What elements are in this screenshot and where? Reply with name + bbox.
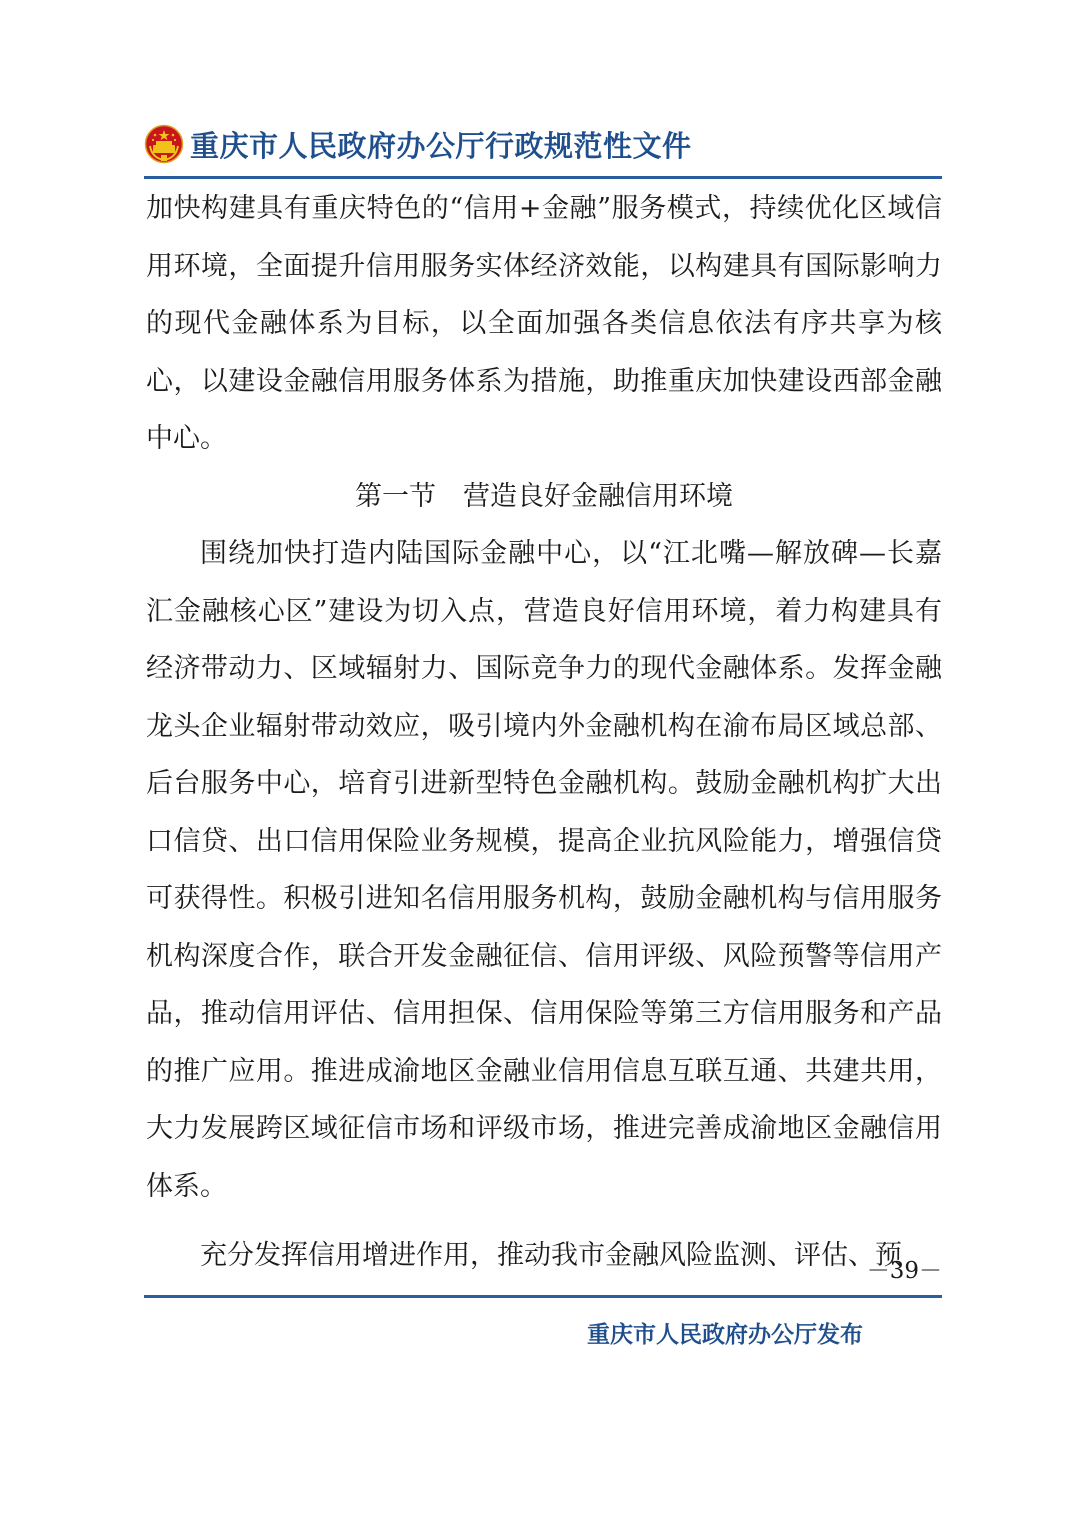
national-emblem-icon (144, 124, 184, 164)
header-title: 重庆市人民政府办公厅行政规范性文件 (190, 128, 692, 163)
paragraph-3: 充分发挥信用增进作用，推动我市金融风险监测、评估、预 (200, 1240, 902, 1271)
document-body (146, 180, 942, 1285)
footer-publisher: 重庆市人民政府办公厅发布 (587, 1322, 863, 1348)
header-divider (144, 176, 942, 179)
page-number: －39－ (866, 1258, 942, 1284)
section-heading: 第一节 营造良好金融信用环境 (355, 480, 733, 512)
paragraph-2: 围绕加快打造内陆国际金融中心，以“江北嘴—解放碑—长嘉汇金融核心区”建设为切入点，营造良好信用环境，着力构建具有经济带动力、区域辐射力、国际竞争力的现代金融体系。发挥金融龙头企业辐射带动效应，吸引境内外金融机构在渝布局区域总部、后台服务中心，培育引进新型特色金融机构。鼓励金融机构扩大出口信贷、出口信用保险业务规模，提高企业抗风险能力，增强信贷可获得性。积极引进知名信用服务机构，鼓励金融机构与信用服务机构深度合作，联合开发金融征信、信用评级、风险预警等信用产品，推动信用评估、信用担保、信用保险等第三方信用服务和产品的推广应用。推进成渝地区金融业信用信息互联互通、共建共用，大力发展跨区域征信市场和评级市场，推进完善成渝地区金融信用体系。 (146, 538, 942, 1202)
footer-divider (144, 1295, 942, 1298)
paragraph-1: 加快构建具有重庆特色的“信用+金融”服务模式，持续优化区域信用环境，全面提升信用服务实体经济效能，以构建具有国际影响力的现代金融体系为目标，以全面加强各类信息依法有序共享为核心，以建设金融信用服务体系为措施，助推重庆加快建设西部金融中心。 (146, 193, 942, 454)
document-header (144, 116, 944, 172)
